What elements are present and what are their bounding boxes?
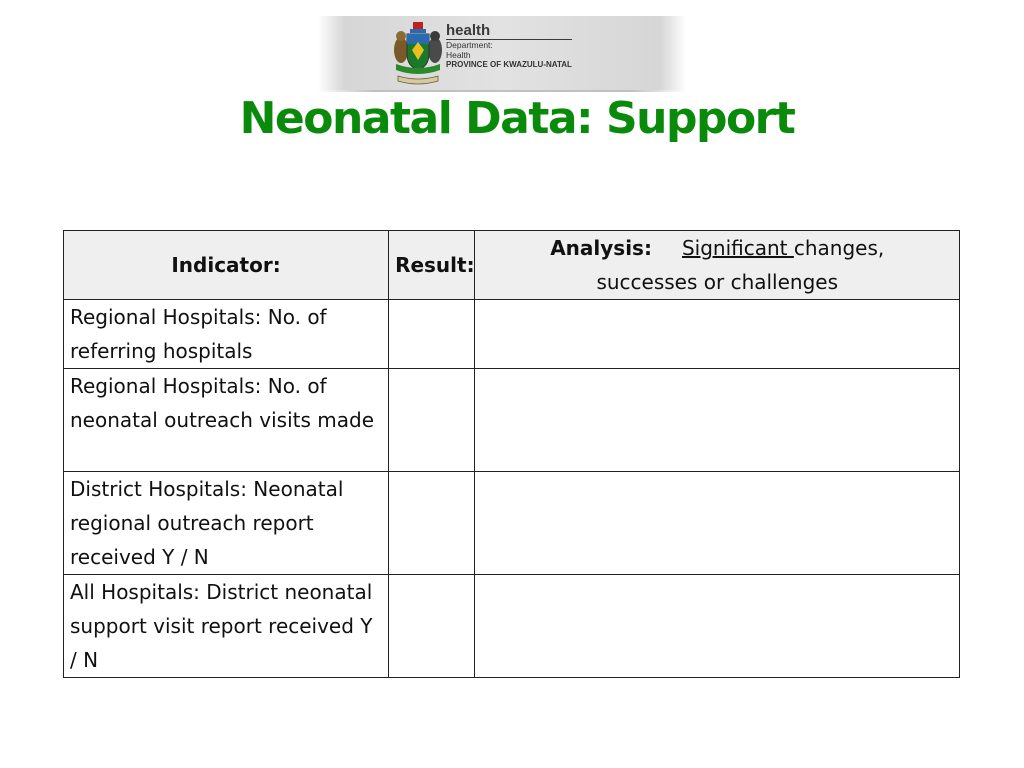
- result-cell[interactable]: [389, 300, 475, 369]
- table-row: [64, 369, 960, 472]
- logo-department-line: Department:: [446, 40, 493, 50]
- result-cell[interactable]: [389, 369, 475, 472]
- analysis-underlined-text: Significant: [681, 236, 794, 260]
- logo-health-wordmark: health: [446, 22, 572, 40]
- analysis-label: Analysis:: [550, 236, 652, 260]
- indicator-cell: Regional Hospitals: No. of referring hospitals: [64, 300, 389, 369]
- analysis-cell[interactable]: [475, 300, 960, 369]
- analysis-text-line2: successes or challenges: [596, 270, 839, 294]
- header-analysis: [475, 231, 960, 300]
- analysis-cell[interactable]: [475, 575, 960, 678]
- table-header-row: [64, 231, 960, 300]
- indicator-cell: All Hospitals: District neonatal support visit report received Y / N: [64, 575, 389, 678]
- page-title: Neonatal Data: Support: [239, 93, 795, 144]
- indicator-cell: Regional Hospitals: No. of neonatal outreach visits made: [64, 369, 389, 472]
- logo-province-line: PROVINCE OF KWAZULU-NATAL: [446, 60, 572, 69]
- logo-text: [446, 22, 574, 70]
- table-row: [64, 300, 960, 369]
- header-indicator: Indicator:: [64, 231, 389, 300]
- logo-health-line: Health: [446, 50, 471, 60]
- coat-of-arms-icon: [392, 20, 444, 86]
- indicator-cell: District Hospitals: Neonatal regional outreach report received Y / N: [64, 472, 389, 575]
- analysis-cell[interactable]: [475, 472, 960, 575]
- table-row: [64, 472, 960, 575]
- header-result: Result:: [389, 231, 475, 300]
- analysis-cell[interactable]: [475, 369, 960, 472]
- result-cell[interactable]: [389, 472, 475, 575]
- header-logo-banner: [318, 16, 686, 90]
- table-row: [64, 575, 960, 678]
- support-indicator-table: [63, 230, 960, 678]
- analysis-text-line1: changes,: [793, 236, 885, 260]
- result-cell[interactable]: [389, 575, 475, 678]
